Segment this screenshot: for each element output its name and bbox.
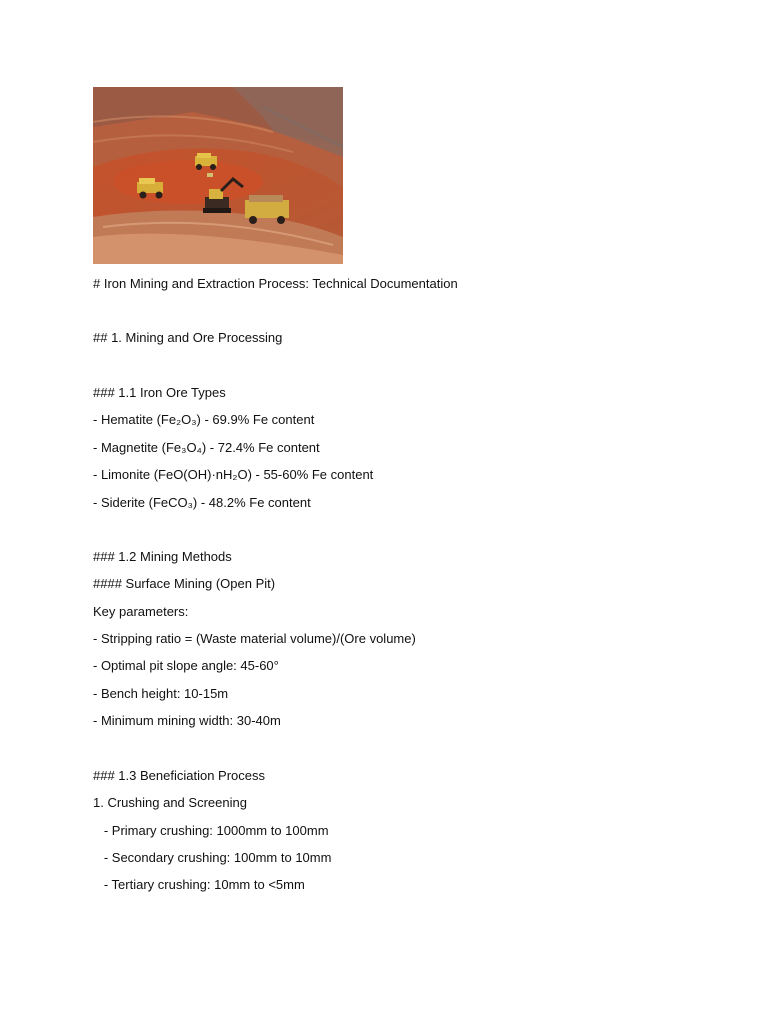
section-heading: ## 1. Mining and Ore Processing	[93, 330, 283, 345]
numbered-item: 1. Crushing and Screening	[93, 795, 247, 810]
list-item: - Minimum mining width: 30-40m	[93, 713, 281, 728]
list-item: - Stripping ratio = (Waste material volume)/(Ore volume)	[93, 631, 416, 646]
paragraph: Key parameters:	[93, 604, 189, 619]
subsection-heading: ### 1.1 Iron Ore Types	[93, 385, 226, 400]
sub-subsection-heading: #### Surface Mining (Open Pit)	[93, 576, 276, 591]
open-pit-mine-illustration	[93, 87, 343, 264]
list-item: - Magnetite (Fe₃O₄) - 72.4% Fe content	[93, 440, 320, 455]
subsection-heading: ### 1.2 Mining Methods	[93, 549, 232, 564]
list-item: - Secondary crushing: 100mm to 10mm	[93, 850, 332, 865]
list-item: - Primary crushing: 1000mm to 100mm	[93, 823, 329, 838]
list-item: - Tertiary crushing: 10mm to <5mm	[93, 877, 305, 892]
subsection-heading: ### 1.3 Beneficiation Process	[93, 768, 265, 783]
list-item: - Bench height: 10-15m	[93, 686, 229, 701]
list-item: - Optimal pit slope angle: 45-60°	[93, 658, 279, 673]
doc-title: # Iron Mining and Extraction Process: Technical Documentation	[93, 276, 458, 291]
list-item: - Siderite (FeCO₃) - 48.2% Fe content	[93, 495, 311, 510]
mine-photo	[93, 87, 343, 264]
list-item: - Limonite (FeO(OH)·nH₂O) - 55-60% Fe content	[93, 467, 374, 482]
list-item: - Hematite (Fe₂O₃) - 69.9% Fe content	[93, 412, 315, 427]
